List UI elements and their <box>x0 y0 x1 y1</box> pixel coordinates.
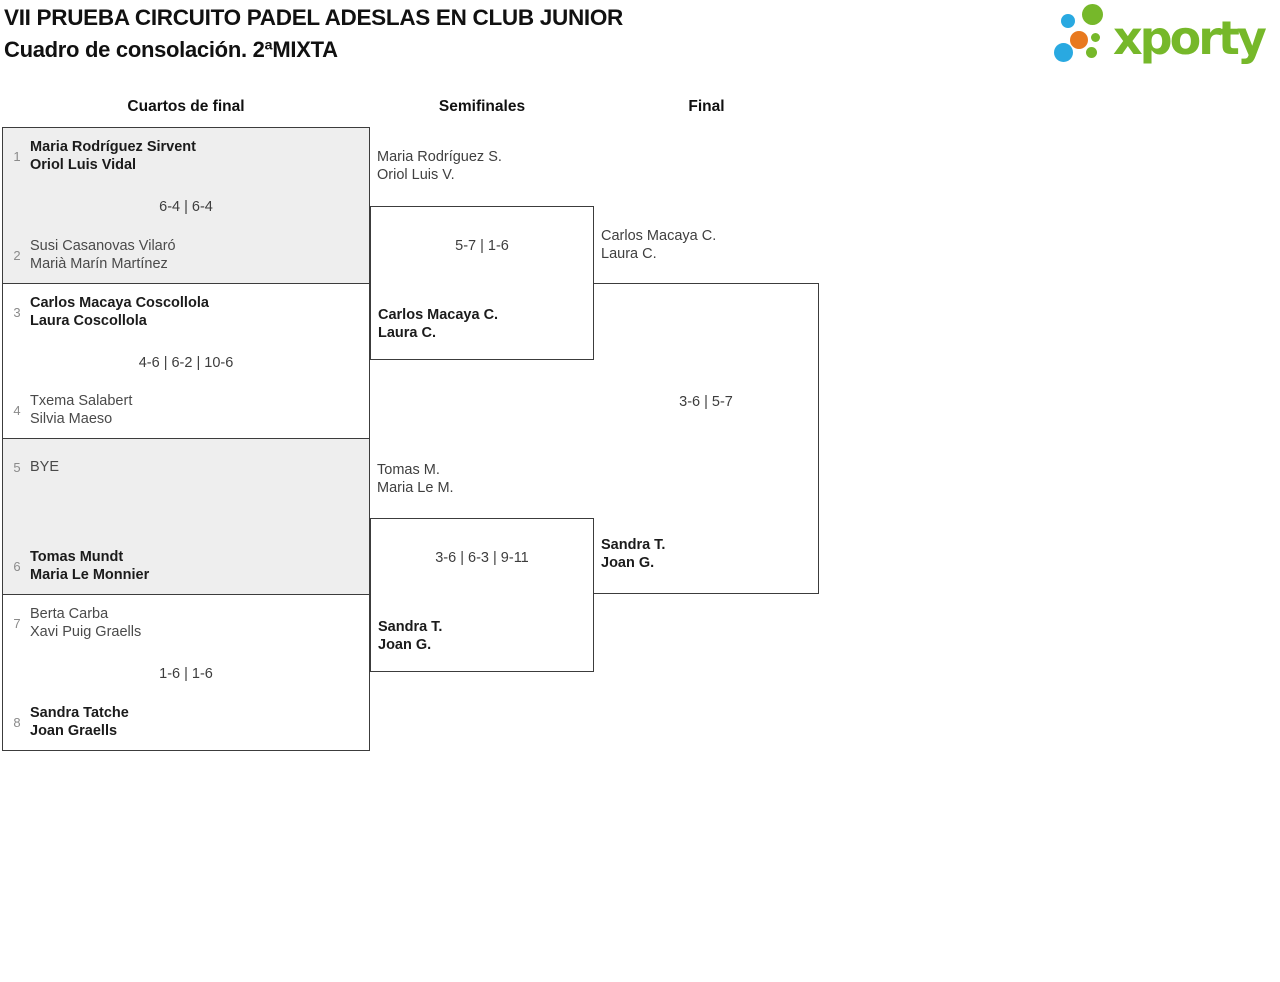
logo-dot-green-tiny <box>1091 33 1100 42</box>
qf3-top-slot <box>11 445 361 489</box>
player-name: Maria Le M. <box>377 480 454 496</box>
player-name: Maria Rodríguez Sirvent <box>30 139 196 155</box>
player-name: Sandra T. <box>601 537 666 553</box>
match-score: 3-6 | 5-7 <box>679 394 733 410</box>
player-name: Silvia Maeso <box>30 411 113 427</box>
match-score: 3-6 | 6-3 | 9-11 <box>435 550 529 566</box>
player-name: Carlos Macaya Coscollola <box>30 295 209 311</box>
player-name: Oriol Luis Vidal <box>30 157 137 173</box>
match-score: 1-6 | 1-6 <box>159 666 213 682</box>
player-name: Txema Salabert <box>30 393 133 409</box>
player-name: Joan G. <box>601 555 655 571</box>
team-names <box>30 458 59 476</box>
bye-label: BYE <box>30 459 60 475</box>
player-name: Maria Le Monnier <box>30 567 150 583</box>
final-bottom-team <box>601 536 665 572</box>
player-name: Sandra T. <box>378 619 443 635</box>
match-score: 4-6 | 6-2 | 10-6 <box>138 355 234 371</box>
logo-dot-blue-small <box>1061 14 1075 28</box>
sf2-bottom-team <box>378 618 442 654</box>
player-name: Laura Coscollola <box>30 313 147 329</box>
seed-number: 6 <box>13 558 21 574</box>
match-qf1[interactable] <box>2 127 370 284</box>
logo-dot-orange <box>1070 31 1088 49</box>
sf2-top-team <box>377 461 454 497</box>
qf3-bottom-slot <box>11 544 361 588</box>
logo-dot-blue-large <box>1054 43 1073 62</box>
player-name: Susi Casanovas Vilaró <box>30 238 176 254</box>
qf4-top-slot <box>11 601 361 645</box>
seed-number: 7 <box>13 615 21 631</box>
player-name: Maria Rodríguez S. <box>377 149 502 165</box>
team-names <box>30 392 132 428</box>
player-name: Joan G. <box>378 637 432 653</box>
match-qf3[interactable] <box>2 438 370 595</box>
xporty-logo[interactable] <box>1050 0 1280 76</box>
player-name: Laura C. <box>378 325 437 341</box>
player-name: Tomas M. <box>377 462 440 478</box>
player-name: Marià Marín Martínez <box>30 256 168 272</box>
player-name: Carlos Macaya C. <box>601 228 717 244</box>
seed-number: 4 <box>13 402 21 418</box>
seed-number: 3 <box>13 304 21 320</box>
player-name: Sandra Tatche <box>30 705 129 721</box>
qf2-bottom-slot <box>11 388 361 432</box>
round-header-semifinales: Semifinales <box>438 98 526 115</box>
page-title: VII PRUEBA CIRCUITO PADEL ADESLAS EN CLUB JUNIOR <box>4 5 623 30</box>
match-qf2[interactable] <box>2 283 370 439</box>
qf1-top-slot <box>11 134 361 178</box>
qf1-bottom-slot <box>11 233 361 277</box>
match-score: 6-4 | 6-4 <box>159 199 213 215</box>
round-header-final: Final <box>688 98 725 115</box>
team-names <box>30 548 149 584</box>
sf1-bottom-team <box>378 306 498 342</box>
player-name: Berta Carba <box>30 606 109 622</box>
team-names <box>30 294 209 330</box>
match-final[interactable] <box>594 283 819 594</box>
round-header-cuartos: Cuartos de final <box>127 98 245 115</box>
player-name: Carlos Macaya C. <box>378 307 499 323</box>
sf1-top-team <box>377 148 502 184</box>
seed-number: 1 <box>13 148 21 164</box>
final-top-team <box>601 227 716 263</box>
player-name: Tomas Mundt <box>30 549 124 565</box>
seed-number: 5 <box>13 459 21 475</box>
team-names <box>30 704 129 740</box>
logo-wordmark: xporty <box>1113 11 1264 65</box>
logo-dot-green-small <box>1086 47 1097 58</box>
match-sf1[interactable] <box>370 206 594 360</box>
player-name: Joan Graells <box>30 723 118 739</box>
qf2-top-slot <box>11 290 361 334</box>
match-score: 5-7 | 1-6 <box>455 238 509 254</box>
seed-number: 8 <box>13 714 21 730</box>
player-name: Oriol Luis V. <box>377 167 455 183</box>
match-qf4[interactable] <box>2 594 370 751</box>
player-name: Laura C. <box>601 246 657 262</box>
team-names <box>30 605 141 641</box>
match-sf2[interactable] <box>370 518 594 672</box>
team-names <box>30 237 176 273</box>
page-subtitle: Cuadro de consolación. 2ªMIXTA <box>4 37 338 62</box>
team-names <box>30 138 196 174</box>
player-name: Xavi Puig Graells <box>30 624 142 640</box>
seed-number: 2 <box>13 247 21 263</box>
logo-dot-green-large <box>1082 4 1103 25</box>
qf4-bottom-slot <box>11 700 361 744</box>
